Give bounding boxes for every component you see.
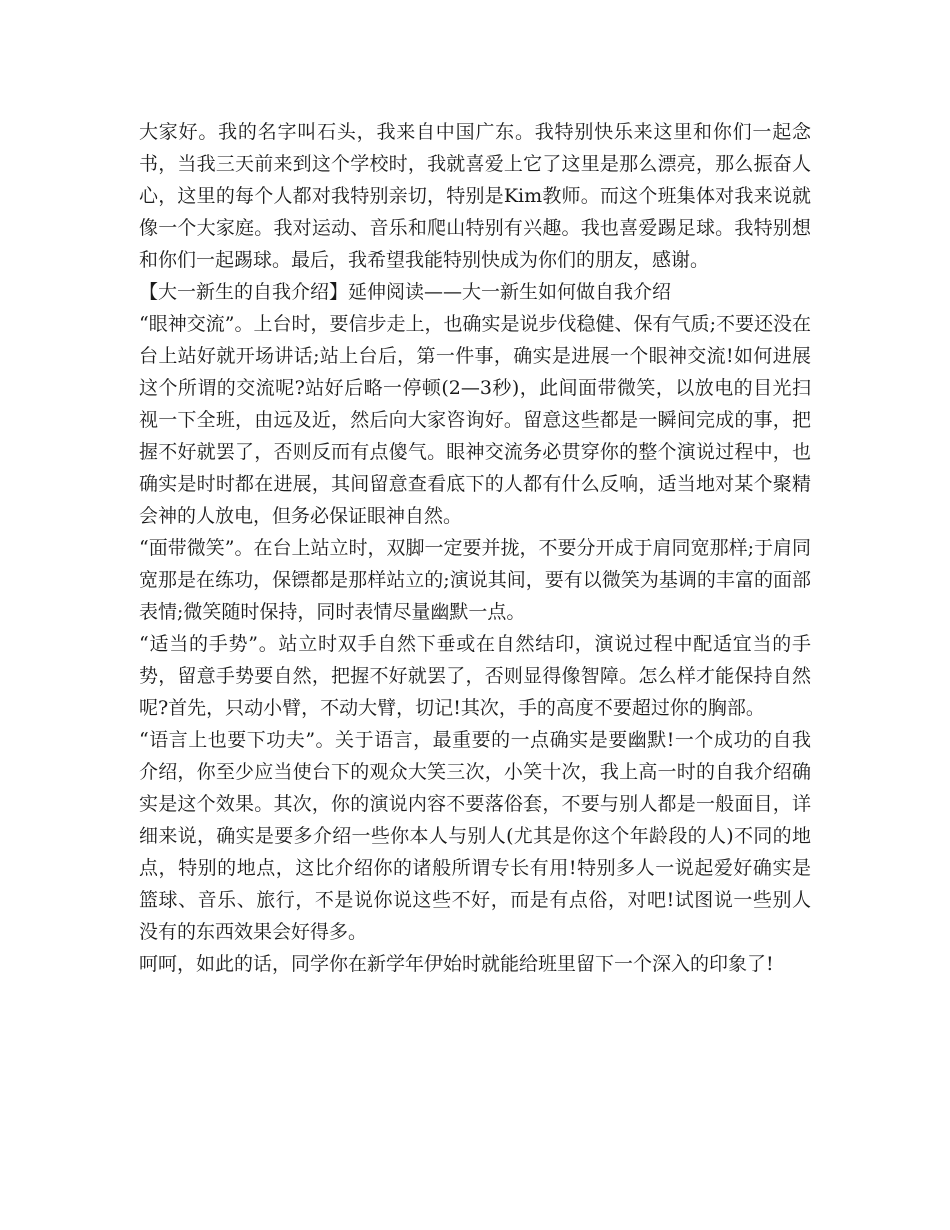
- smile-paragraph: “面带微笑”。在台上站立时，双脚一定要并拢，不要分开成于肩同宽那样;于肩同宽那是在练功，保镖都是那样站立的;演说其间，要有以微笑为基调的丰富的面部表情;微笑随时保持，同时表情尽量幽默一点。: [139, 537, 811, 623]
- section-heading: 【大一新生的自我介绍】延伸阅读——大一新生如何做自我介绍: [139, 281, 672, 303]
- closing-paragraph: 呵呵，如此的话，同学你在新学年伊始时就能给班里留下一个深入的印象了!: [139, 953, 774, 975]
- gesture-paragraph: “适当的手势”。站立时双手自然下垂或在自然结印，演说过程中配适宜当的手势，留意手势要自然，把握不好就罢了，否则显得像智障。怎么样才能保持自然呢?首先，只动小臂，不动大臂，切记!其次，手的高度不要超过你的胸部。: [139, 633, 811, 719]
- eye-contact-paragraph: “眼神交流”。上台时，要信步走上，也确实是说步伐稳健、保有气质;不要还没在台上站好就开场讲话;站上台后，第一件事，确实是进展一个眼神交流!如何进展这个所谓的交流呢?站好后略一停顿(2—3秒)，此间面带微笑，以放电的目光扫视一下全班，由远及近，然后向大家咨询好。留意这些都是一瞬间完成的事，把握不好就罢了，否则反而有点傻气。眼神交流务必贯穿你的整个演说过程中，也确实是时时都在进展，其间留意查看底下的人都有什么反响，适当地对某个聚精会神的人放电，但务必保证眼神自然。: [139, 313, 811, 527]
- document-body: [139, 116, 811, 980]
- intro-paragraph: 大家好。我的名字叫石头，我来自中国广东。我特别快乐来这里和你们一起念书，当我三天前来到这个学校时，我就喜爱上它了这里是那么漂亮，那么振奋人心，这里的每个人都对我特别亲切，特别是Kim教师。而这个班集体对我来说就像一个大家庭。我对运动、音乐和爬山特别有兴趣。我也喜爱踢足球。我特别想和你们一起踢球。最后，我希望我能特别快成为你们的朋友，感谢。: [139, 121, 811, 271]
- language-paragraph: “语言上也要下功夫”。关于语言，最重要的一点确实是要幽默!一个成功的自我介绍，你至少应当使台下的观众大笑三次，小笑十次，我上高一时的自我介绍确实是这个效果。其次，你的演说内容不要落俗套，不要与别人都是一般面目，详细来说，确实是要多介绍一些你本人与别人(尤其是你这个年龄段的人)不同的地点，特别的地点，这比介绍你的诸般所谓专长有用!特别多人一说起爱好确实是篮球、音乐、旅行，不是说你说这些不好，而是有点俗，对吧!试图说一些别人没有的东西效果会好得多。: [139, 729, 811, 943]
